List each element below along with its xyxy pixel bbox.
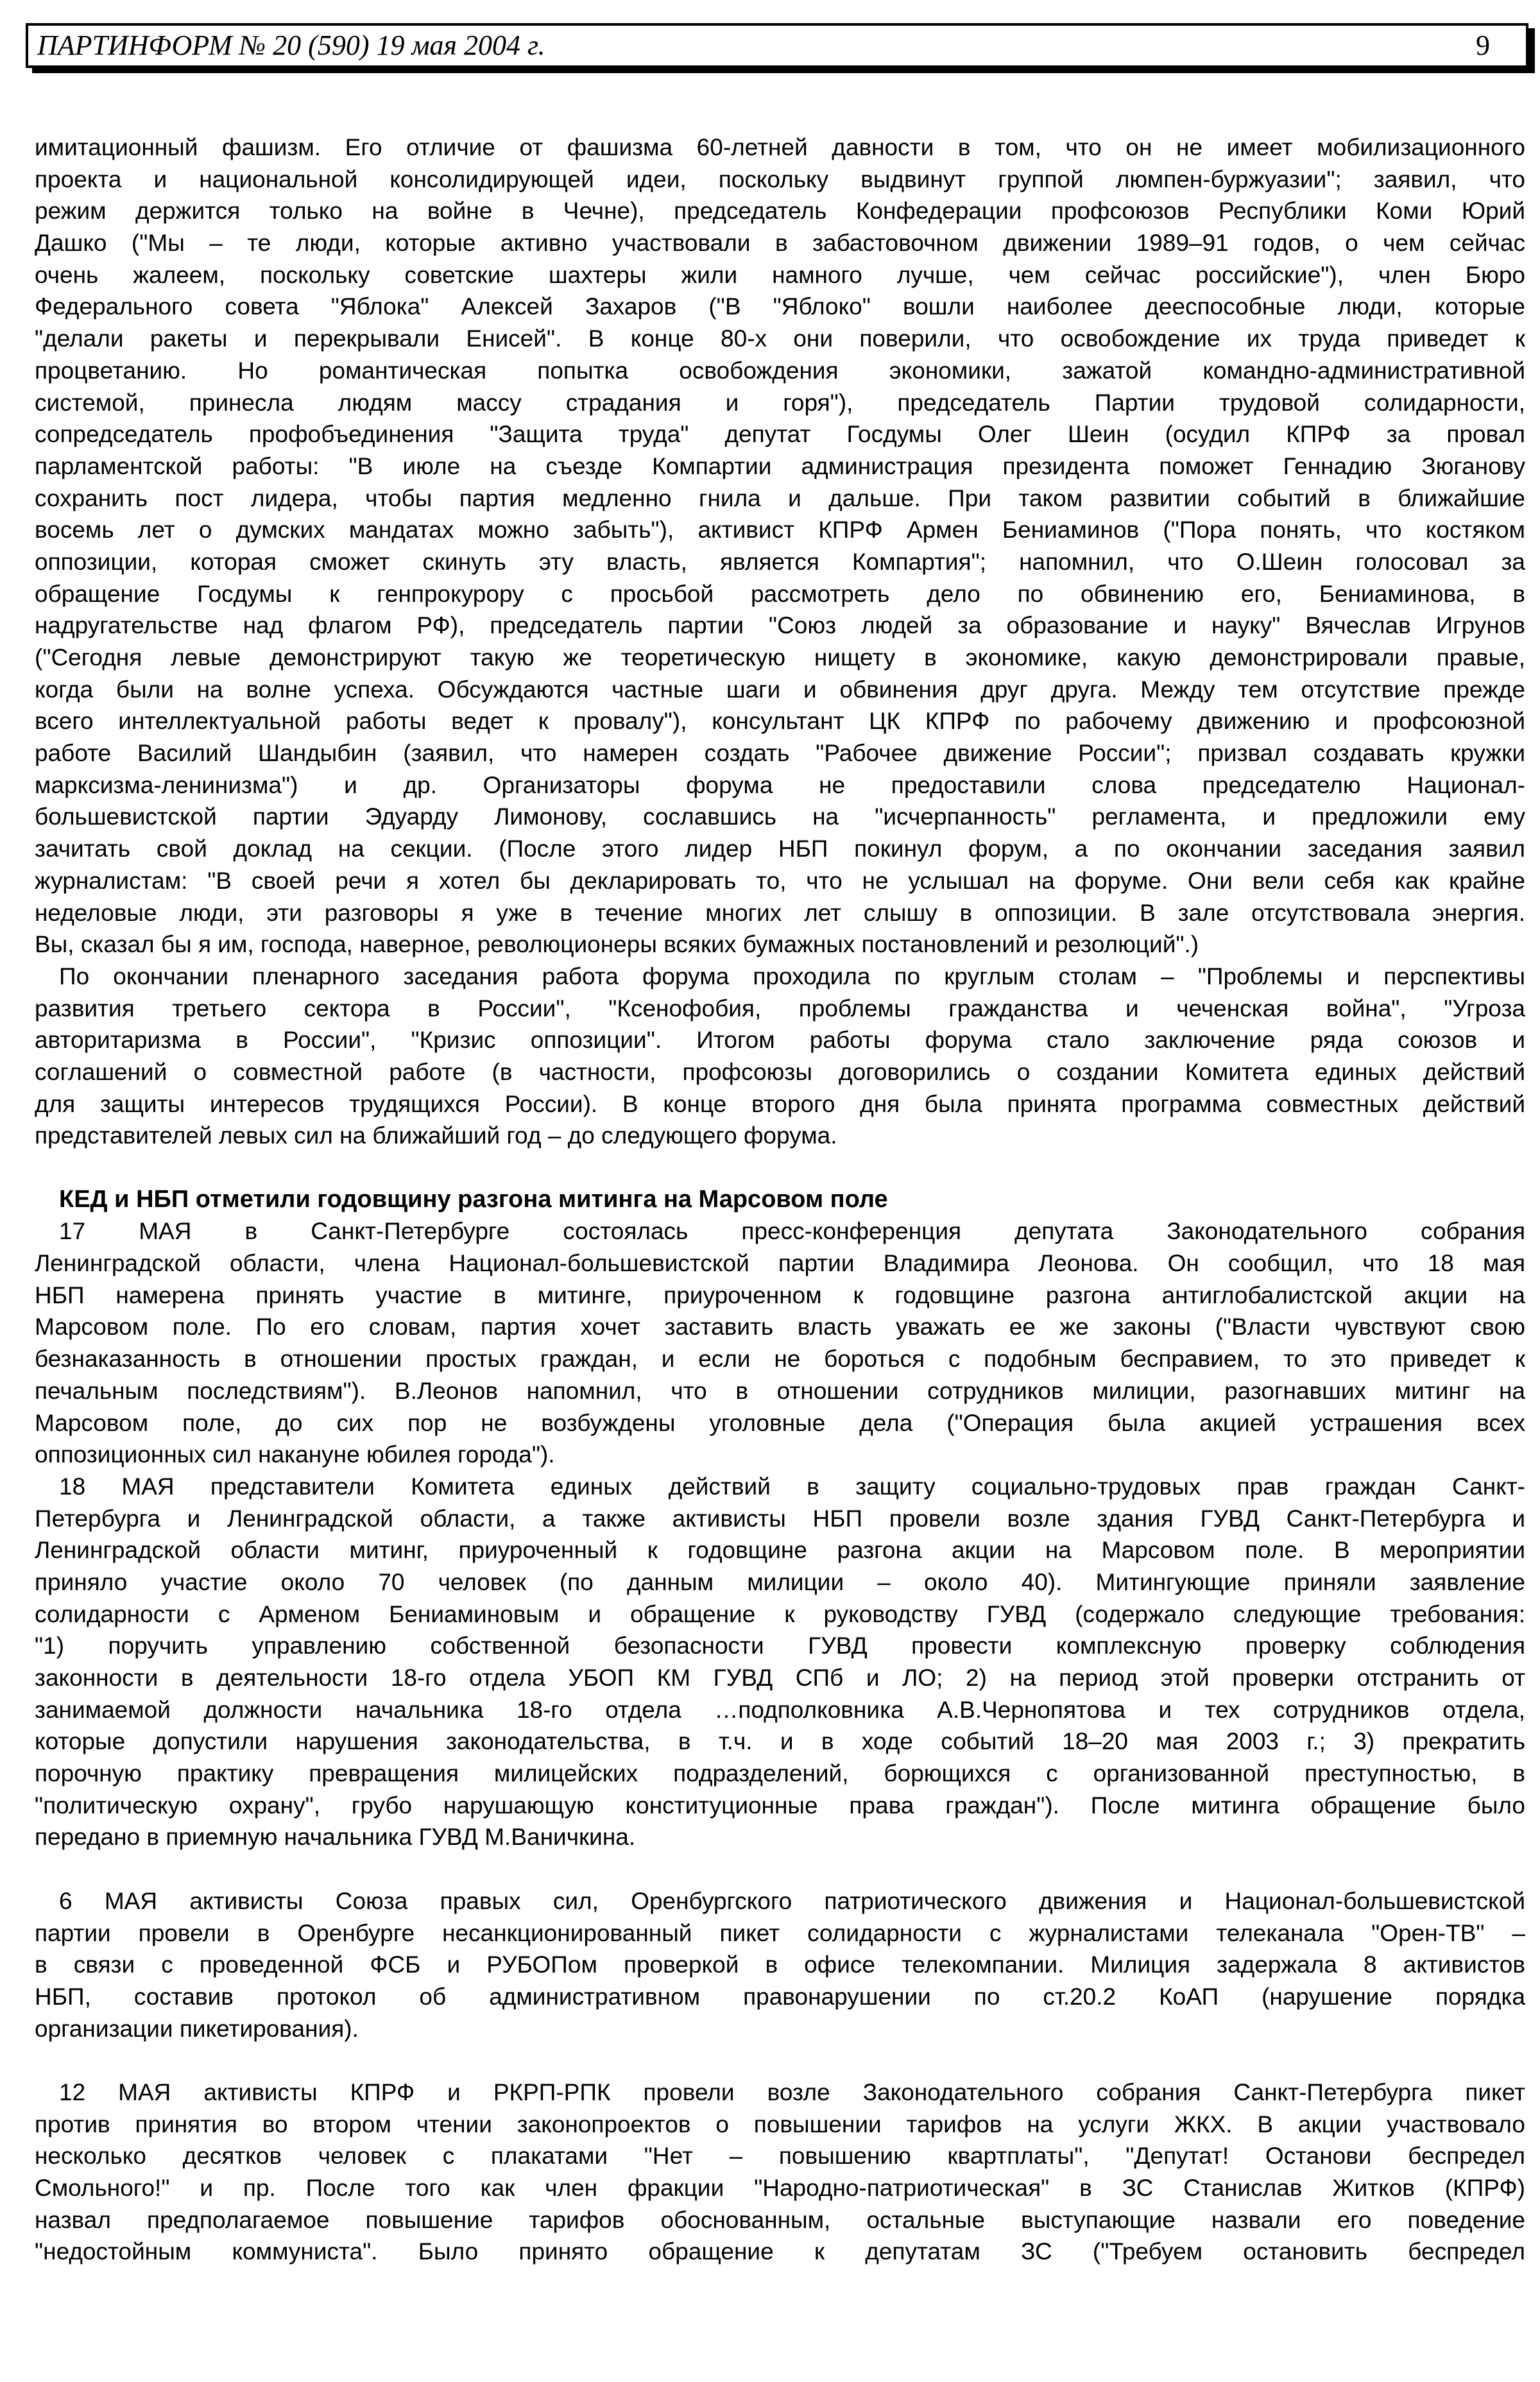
text-line: марксизма-ленинизма") и др. Организаторы форума не предоставили слова председателю Национал-: [35, 771, 1525, 798]
text-line: "политическую охрану", грубо нарушающую конституционные права граждан"). После митинга обращение было: [35, 1792, 1525, 1819]
text-line: 12 МАЯ активисты КПРФ и РКРП-РПК провели возле Законодательного собрания Санкт-Петербурга пикет: [59, 2078, 1525, 2105]
text-line: для защиты интересов трудящихся России). В конце второго дня была принята программа совместных действий: [35, 1090, 1525, 1117]
text-line: Вы, сказал бы я им, господа, наверное, революционеры всяких бумажных постановлений и резолюций".): [35, 931, 1199, 958]
text-line: Ленинградской области, члена Национал-большевистской партии Владимира Леонова. Он сообщил, что 18 мая: [35, 1250, 1525, 1277]
text-line: обращение Госдумы к генпрокурору с просьбой рассмотреть дело по обвинению его, Бениаминова, в: [35, 580, 1525, 607]
text-line: парламентской работы: "В июле на съезде Компартии администрация президента поможет Геннадию Зюганову: [35, 452, 1525, 479]
text-line: 17 МАЯ в Санкт-Петербурге состоялась пресс-конференция депутата Законодательного собрания: [59, 1218, 1525, 1245]
text-line: НБП, составив протокол об административном правонарушении по ст.20.2 КоАП (нарушение порядка: [35, 1983, 1525, 2010]
paragraph: [35, 2077, 1525, 2268]
text-line: Дашко ("Мы – те люди, которые активно участвовали в забастовочном движении 1989–91 годов, о чем сейчас: [35, 230, 1525, 257]
text-line: 18 МАЯ представители Комитета единых действий в защиту социально-трудовых прав граждан Санкт-: [59, 1473, 1525, 1500]
text-line: Марсовом поле. По его словам, партия хочет заставить власть уважать ее же законы ("Власти чувствуют свою: [35, 1314, 1525, 1341]
page-header: [26, 23, 1528, 68]
text-line: в связи с проведенной ФСБ и РУБОПом проверкой в офисе телекомпании. Милиция задержала 8 активистов: [35, 1951, 1525, 1978]
text-line: неделовые люди, эти разговоры я уже в течение многих лет слышу в оппозиции. В зале отсутствовала энергия.: [35, 899, 1525, 926]
text-line: режим держится только на войне в Чечне), председатель Конфедерации профсоюзов Республики Коми Юрий: [35, 198, 1525, 225]
text-line: большевистской партии Эдуарду Лимонову, сославшись на "исчерпанность" регламента, и предложили ему: [35, 803, 1525, 830]
text-line: работе Василий Шандыбин (заявил, что намерен создать "Рабочее движение России"; призвал создавать кружки: [35, 740, 1525, 767]
text-line: проекта и национальной консолидирующей идеи, поскольку выдвинут группой люмпен-буржуазии"; заявил, что: [35, 166, 1525, 193]
text-line: против принятия во втором чтении законопроектов о повышении тарифов на услуги ЖКХ. В акции участвовало: [35, 2111, 1525, 2138]
text-line: По окончании пленарного заседания работа форума проходила по круглым столам – "Проблемы и перспективы: [59, 963, 1525, 990]
text-line: Ленинградской области митинг, приуроченный к годовщине разгона акции на Марсовом поле. В мероприятии: [35, 1537, 1525, 1564]
text-line: приняло участие около 70 человек (по данным милиции – около 40). Митингующие приняли заявление: [35, 1568, 1525, 1595]
text-line: солидарности с Арменом Бениаминовым и обращение к руководству ГУВД (содержало следующие требования:: [35, 1600, 1525, 1627]
news-items: [35, 1885, 1525, 2268]
text-line: 6 МАЯ активисты Союза правых сил, Оренбургского патриотического движения и Национал-большевистской: [59, 1887, 1525, 1914]
text-line: процветанию. Но романтическая попытка освобождения экономики, зажатой командно-административной: [35, 357, 1525, 384]
text-line: порочную практику превращения милицейских подразделений, борющихся с организованной преступностью, в: [35, 1760, 1525, 1787]
text-line: печальным последствиям"). В.Леонов напомнил, что в отношении сотрудников милиции, разогнавших митинг на: [35, 1377, 1525, 1404]
paragraph: [35, 1215, 1525, 1471]
text-line: "недостойным коммуниста". Было принято обращение к депутатам ЗС ("Требуем остановить беспредел: [35, 2238, 1525, 2265]
text-line: Петербурга и Ленинградской области, а также активисты НБП провели возле здания ГУВД Санкт-Петербурга и: [35, 1505, 1525, 1532]
text-line: сохранить пост лидера, чтобы партия медленно гнила и дальше. При таком развитии событий в ближайшие: [35, 484, 1525, 511]
text-line: назвал предполагаемое повышение тарифов обоснованным, остальные выступающие назвали его поведение: [35, 2206, 1525, 2233]
article-forum-continuation: [35, 132, 1525, 1152]
text-line: "1) поручить управлению собственной безопасности ГУВД провести комплексную проверку соблюдения: [35, 1632, 1525, 1659]
text-line: которые допустили нарушения законодательства, в т.ч. и в ходе событий 18–20 мая 2003 г.; 3) прекратить: [35, 1728, 1525, 1755]
text-line: представителей левых сил на ближайший год – до следующего форума.: [35, 1122, 837, 1149]
text-line: "делали ракеты и перекрывали Енисей". В конце 80-х они поверили, что освобождение их труда приведет к: [35, 325, 1525, 352]
text-line: имитационный фашизм. Его отличие от фашизма 60-летней давности в том, что он не имеет мобилизационного: [35, 134, 1525, 160]
text-line: журналистам: "В своей речи я хотел бы декларировать то, что не услышал на форуме. Они вели себя как крайне: [35, 867, 1525, 894]
paragraph: [35, 961, 1525, 1152]
page-content: [35, 132, 1525, 2268]
publication-title: ПАРТИНФОРМ № 20 (590) 19 мая 2004 г.: [37, 30, 545, 61]
text-line: Марсовом поле, до сих пор не возбуждены уголовные дела ("Операция была акцией устрашения всех: [35, 1409, 1525, 1436]
text-line: занимаемой должности начальника 18-го отдела …подполковника А.В.Чернопятова и тех сотрудников отдела,: [35, 1696, 1525, 1723]
text-line: очень жалеем, поскольку советские шахтеры жили намного лучше, чем сейчас российские"), член Бюро: [35, 261, 1525, 288]
text-line: когда были на волне успеха. Обсуждаются частные шаги и обвинения друг друга. Между тем отсутствие прежде: [35, 676, 1525, 703]
text-line: оппозиционных сил накануне юбилея города").: [35, 1441, 555, 1468]
text-line: авторитаризма в России", "Кризис оппозиции". Итогом работы форума стало заключение ряда союзов и: [35, 1027, 1525, 1054]
text-line: законности в деятельности 18-го отдела УБОП КМ ГУВД СПб и ЛО; 2) на период этой проверки отстранить от: [35, 1665, 1525, 1691]
text-line: несколько десятков человек с плакатами "Нет – повышению квартплаты", "Депутат! Останови беспредел: [35, 2143, 1525, 2170]
text-line: оппозиции, которая сможет скинуть эту власть, является Компартия"; напомнил, что О.Шеин голосовал за: [35, 548, 1525, 575]
text-line: системой, принесла людям массу страдания и горя"), председатель Партии трудовой солидарности,: [35, 389, 1525, 416]
text-line: передано в приемную начальника ГУВД М.Ваничкина.: [35, 1824, 636, 1851]
text-line: соглашений о совместной работе (в частности, профсоюзы договорились о создании Комитета единых действий: [35, 1058, 1525, 1085]
paragraph: [35, 1471, 1525, 1853]
text-line: надругательстве над флагом РФ), председатель партии "Союз людей за образование и науку" Вячеслав Игрунов: [35, 612, 1525, 639]
text-line: Федерального совета "Яблока" Алексей Захаров ("В "Яблоко" вошли наиболее дееспособные люди, которые: [35, 293, 1525, 320]
paragraph: [35, 1885, 1525, 2044]
text-line: сопредседатель профобъединения "Защита труда" депутат Госдумы Олег Шеин (осудил КПРФ за провал: [35, 421, 1525, 448]
article-heading: КЕД и НБП отметили годовщину разгона митинга на Марсовом поле: [59, 1185, 888, 1213]
text-line: восемь лет о думских мандатах можно забыть"), активист КПРФ Армен Бениаминов ("Пора понять, что костяком: [35, 517, 1525, 544]
text-line: всего интеллектуальной работы ведет к провалу"), консультант ЦК КПРФ по рабочему движению и профсоюзной: [35, 708, 1525, 735]
article-ked-nbp: [35, 1215, 1525, 1853]
text-line: НБП намерена принять участие в митинге, приуроченном к годовщине разгона антиглобалистской акции на: [35, 1281, 1525, 1308]
text-line: безнаказанность в отношении простых граждан, и если не бороться с подобным бесправием, то это приведет к: [35, 1346, 1525, 1373]
text-line: развития третьего сектора в России", "Ксенофобия, проблемы гражданства и чеченская война", "Угроза: [35, 995, 1525, 1022]
text-line: организации пикетирования).: [35, 2015, 359, 2042]
paragraph: [35, 132, 1525, 961]
page-number: 9: [1476, 30, 1490, 61]
text-line: Смольного!" и пр. После того как член фракции "Народно-патриотическая" в ЗС Станислав Житков (КПРФ): [35, 2175, 1525, 2201]
text-line: ("Сегодня левые демонстрируют такую же теоретическую нищету в экономике, какую демонстрировали правые,: [35, 644, 1525, 671]
text-line: зачитать свой доклад на секции. (После этого лидер НБП покинул форум, а по окончании заседания заявил: [35, 835, 1525, 862]
text-line: партии провели в Оренбурге несанкционированный пикет солидарности с журналистами телеканала "Орен-ТВ" –: [35, 1919, 1525, 1946]
